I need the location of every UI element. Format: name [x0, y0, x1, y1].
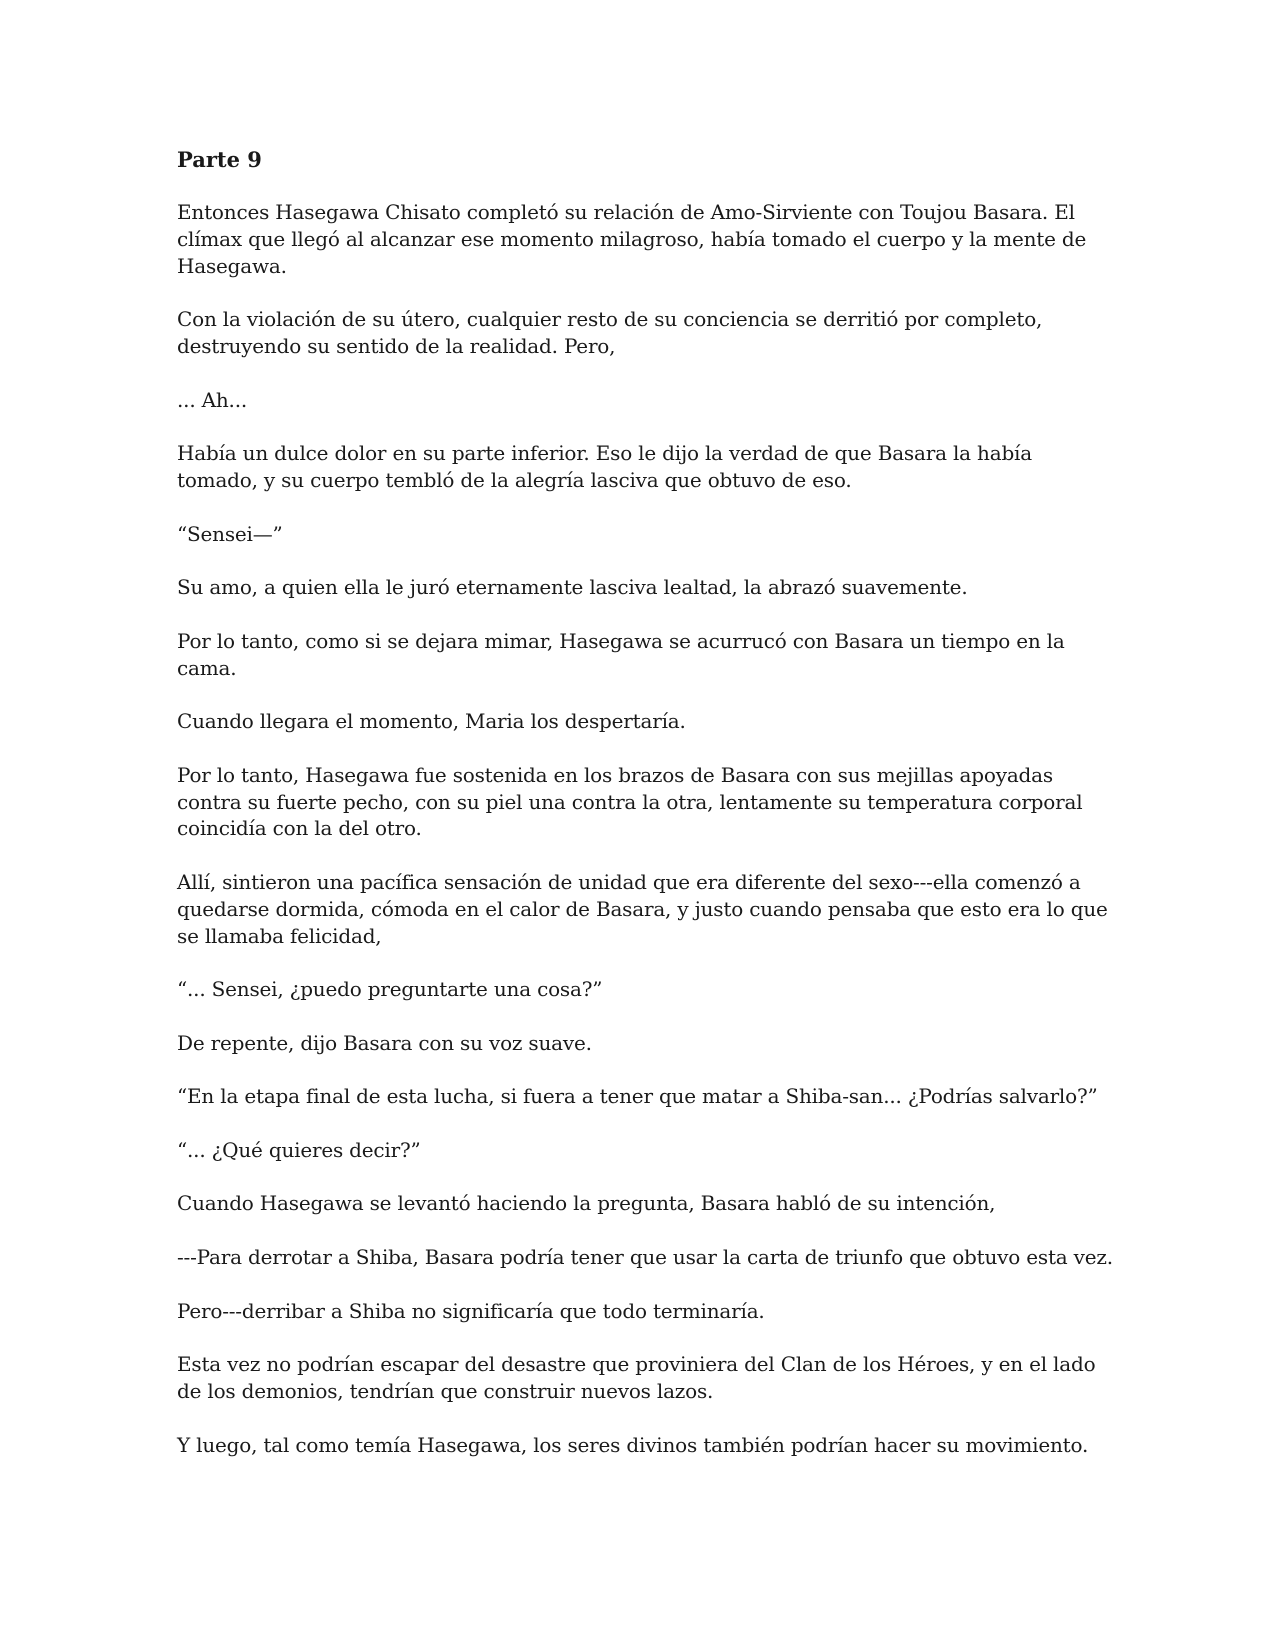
document-page: [177, 146, 1117, 1485]
paragraph: “... ¿Qué quieres decir?”: [177, 1137, 421, 1162]
paragraph: Por lo tanto, Hasegawa fue sostenida en los brazos de Basara con sus mejillas apoyadas contra su fuerte pecho, con su piel una contra la otra, lentamente su temperatura corporal coincidía con la del otro.: [177, 762, 1083, 841]
paragraph: Esta vez no podrían escapar del desastre que proviniera del Clan de los Héroes, y en el lado de los demonios, tendrían que construir nuevos lazos.: [177, 1352, 1096, 1404]
paragraph: Su amo, a quien ella le juró eternamente lasciva lealtad, la abrazó suavemente.: [177, 575, 968, 600]
paragraph: “Sensei—”: [177, 521, 283, 546]
paragraph: ---Para derrotar a Shiba, Basara podría tener que usar la carta de triunfo que obtuvo esta vez.: [177, 1245, 1113, 1270]
paragraph: “... Sensei, ¿puedo preguntarte una cosa?”: [177, 977, 603, 1002]
chapter-title: Parte 9: [177, 147, 262, 172]
paragraph: De repente, dijo Basara con su voz suave.: [177, 1030, 592, 1055]
paragraph: Había un dulce dolor en su parte inferior. Eso le dijo la verdad de que Basara la había tomado, y su cuerpo tembló de la alegría lasciva que obtuvo de eso.: [177, 441, 1032, 492]
paragraph: Por lo tanto, como si se dejara mimar, Hasegawa se acurrucó con Basara un tiempo en la cama.: [177, 628, 1065, 680]
paragraph: Entonces Hasegawa Chisato completó su relación de Amo-Sirviente con Toujou Basara. El clímax que llegó al alcanzar ese momento milagroso, había tomado el cuerpo y la mente de Hasegawa.: [177, 200, 1087, 278]
paragraph: Pero---derribar a Shiba no significaría que todo terminaría.: [177, 1298, 765, 1323]
paragraph: Con la violación de su útero, cualquier resto de su conciencia se derritió por completo, destruyendo su sentido de la realidad. Pero,: [177, 307, 1043, 358]
paragraph: ... Ah...: [177, 387, 248, 412]
paragraph: “En la etapa final de esta lucha, si fuera a tener que matar a Shiba-san... ¿Podrías salvarlo?”: [177, 1084, 1098, 1109]
paragraph: Cuando llegara el momento, Maria los despertaría.: [177, 709, 686, 734]
paragraph: Y luego, tal como temía Hasegawa, los seres divinos también podrían hacer su movimiento.: [177, 1432, 1089, 1457]
paragraph: Cuando Hasegawa se levantó haciendo la pregunta, Basara habló de su intención,: [177, 1191, 996, 1216]
paragraph: Allí, sintieron una pacífica sensación de unidad que era diferente del sexo---ella comenzó a quedarse dormida, cómoda en el calor de Basara, y justo cuando pensaba que esto era lo que se llamaba felicidad,: [177, 869, 1108, 948]
